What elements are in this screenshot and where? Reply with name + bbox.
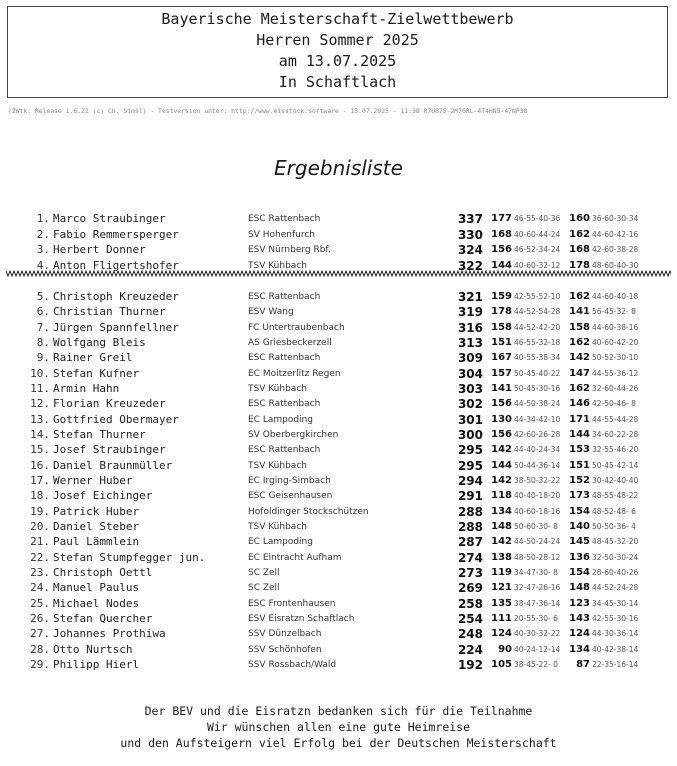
result-row <box>0 321 677 335</box>
round2-detail: 36-60-30-34 <box>592 214 639 223</box>
round1-score: 134 <box>491 505 512 517</box>
player-name: Daniel Steber <box>53 519 140 533</box>
header-line-location: In Schaftlach <box>278 73 397 91</box>
round1-detail: 34-47-30- 8 <box>514 567 558 577</box>
rank: 18. <box>30 489 50 503</box>
player-name: Otto Nurtsch <box>53 642 133 656</box>
total-score: 316 <box>457 320 483 335</box>
rank: 3. <box>36 243 50 257</box>
round2-detail: 44-60-38-16 <box>592 322 639 332</box>
player-name: Fabio Remmersperger <box>53 227 179 241</box>
player-name: Stefan Kufner <box>53 366 140 380</box>
total-score: 224 <box>457 642 483 657</box>
player-name: Jürgen Spannfellner <box>53 320 179 334</box>
club-name: SV Oberbergkirchen <box>248 429 339 440</box>
round1-detail: 38-50-32-22 <box>514 475 561 485</box>
round2-score: 134 <box>569 643 590 655</box>
result-row <box>0 413 677 427</box>
round1-detail: 38-47-36-14 <box>514 598 561 608</box>
result-row <box>0 228 677 242</box>
result-row <box>0 428 677 442</box>
total-score: 322 <box>457 259 483 274</box>
player-name: Philipp Hierl <box>53 657 140 671</box>
club-name: ESC Rattenbach <box>248 445 321 456</box>
round2-detail: 44-55-44-28 <box>592 414 639 424</box>
total-score: 302 <box>457 397 483 412</box>
club-name: AS Griesbeckerzell <box>248 337 332 348</box>
club-name: ESC Geisenhausen <box>248 491 333 502</box>
club-name: ESV Eisratzn Schaftlach <box>248 613 355 624</box>
player-name: Marco Straubinger <box>53 212 166 225</box>
round1-detail: 40-60-32-12 <box>514 261 561 271</box>
rank: 11. <box>30 381 50 395</box>
player-name: Herbert Donner <box>53 243 146 257</box>
club-name: EC Lampoding <box>248 537 313 548</box>
round2-detail: 42-60-38-28 <box>592 245 639 255</box>
round1-detail: 40-60-44-24 <box>514 229 561 239</box>
round1-score: 148 <box>491 520 512 532</box>
player-name: Manuel Paulus <box>53 581 140 595</box>
rank: 28. <box>30 642 50 656</box>
round1-score: 130 <box>491 413 512 425</box>
total-score: 274 <box>457 550 483 565</box>
player-name: Daniel Braunmüller <box>53 458 173 472</box>
total-score: 254 <box>457 611 483 626</box>
round1-detail: 38-45-22- 0 <box>514 659 558 669</box>
result-row <box>0 243 677 257</box>
round2-detail: 42-50-46- 8 <box>592 399 636 409</box>
round1-detail: 40-40-18-20 <box>514 491 561 501</box>
round1-detail: 40-55-38-34 <box>514 353 561 363</box>
round1-score: 156 <box>491 398 512 410</box>
round1-score: 157 <box>491 367 512 379</box>
total-score: 258 <box>457 596 483 611</box>
club-name: ESC Rattenbach <box>248 214 321 224</box>
round1-detail: 50-45-30-16 <box>514 383 561 393</box>
rank: 6. <box>36 305 50 319</box>
round2-detail: 32-50-30-24 <box>592 552 639 562</box>
result-row <box>0 658 677 672</box>
rank: 4. <box>36 259 50 273</box>
player-name: Stefan Thurner <box>53 427 146 441</box>
result-row <box>0 489 677 503</box>
round1-detail: 44-52-42-20 <box>514 322 561 332</box>
header-box <box>7 6 668 98</box>
round1-score: 138 <box>491 551 512 563</box>
rank: 13. <box>30 412 50 426</box>
total-score: 269 <box>457 581 483 596</box>
round2-score: 151 <box>569 459 590 471</box>
rank: 14. <box>30 427 50 441</box>
round2-detail: 28-60-40-26 <box>592 567 639 577</box>
round1-score: 177 <box>491 213 512 224</box>
club-name: EC Eintracht Aufham <box>248 552 342 563</box>
result-row <box>0 305 677 319</box>
round2-detail: 32-60-44-26 <box>592 383 639 393</box>
page-title: Ergebnisliste <box>274 156 403 180</box>
rank: 20. <box>30 519 50 533</box>
header-line-date: am 13.07.2025 <box>278 52 397 70</box>
rank: 25. <box>30 596 50 610</box>
rank: 29. <box>30 657 50 671</box>
total-score: 295 <box>457 458 483 473</box>
round1-score: 105 <box>491 658 512 670</box>
round2-detail: 50-52-30-10 <box>592 353 639 363</box>
round2-score: 148 <box>569 582 590 594</box>
round1-detail: 44-40-24-34 <box>514 445 561 455</box>
round1-score: 158 <box>491 321 512 333</box>
club-name: TSV Kühbach <box>248 521 307 532</box>
result-row <box>0 397 677 411</box>
round2-score: 162 <box>569 291 590 302</box>
result-row <box>0 505 677 519</box>
player-name: Johannes Prothiwa <box>53 627 166 641</box>
round2-detail: 48-60-40-30 <box>592 261 639 271</box>
round2-detail: 34-45-30-14 <box>592 598 639 608</box>
rank: 21. <box>30 535 50 549</box>
rank: 19. <box>30 504 50 518</box>
round2-detail: 48-52-48- 6 <box>592 506 636 516</box>
round2-score: 160 <box>569 213 590 224</box>
software-footnote: (ZWtk: Release 1.6.22 (c) Ch. Simsl) - Testversion unter: http://www.eisstock.software - 13.07.2025 - 11:38 R7U875-2M76RL-4T4HN5-47NP38 <box>8 107 528 115</box>
player-name: Stefan Stumpfegger jun. <box>53 550 206 564</box>
round1-score: 121 <box>491 582 512 594</box>
player-name: Christoph Kreuzeder <box>53 290 179 303</box>
round2-score: 142 <box>569 352 590 364</box>
player-name: Rainer Greil <box>53 351 133 365</box>
rank: 9. <box>36 351 50 365</box>
round1-detail: 46-52-34-24 <box>514 245 561 255</box>
round2-detail: 44-60-40-18 <box>592 292 639 301</box>
total-score: 313 <box>457 335 483 350</box>
round1-score: 142 <box>491 474 512 486</box>
round1-score: 90 <box>498 643 512 655</box>
round1-detail: 50-45-40-22 <box>514 368 561 378</box>
round1-detail: 40-30-32-22 <box>514 629 561 639</box>
club-name: SC Zell <box>248 583 280 594</box>
club-name: TSV Kühbach <box>248 460 307 471</box>
round2-detail: 42-55-30-16 <box>592 613 639 623</box>
round2-score: 162 <box>569 382 590 394</box>
round1-score: 144 <box>491 260 512 272</box>
round1-detail: 44-34-42-10 <box>514 414 561 424</box>
club-name: ESV Wang <box>248 307 294 318</box>
result-row <box>0 336 677 350</box>
club-name: TSV Kühbach <box>248 261 307 272</box>
player-name: Florian Kreuzeder <box>53 397 166 411</box>
round2-score: 145 <box>569 536 590 548</box>
result-row <box>0 643 677 657</box>
round2-score: 144 <box>569 428 590 440</box>
round2-score: 136 <box>569 551 590 563</box>
round1-detail: 20-55-30- 6 <box>514 613 558 623</box>
round1-detail: 44-52-54-28 <box>514 307 561 317</box>
total-score: 324 <box>457 243 483 258</box>
total-score: 288 <box>457 519 483 534</box>
club-name: EC Lampoding <box>248 414 313 425</box>
round2-detail: 48-55-48-22 <box>592 491 639 501</box>
round2-score: 154 <box>569 505 590 517</box>
club-name: ESC Rattenbach <box>248 292 321 302</box>
club-name: TSV Kühbach <box>248 383 307 394</box>
result-row <box>0 597 677 611</box>
round2-detail: 40-60-42-20 <box>592 337 639 347</box>
player-name: Christoph Oettl <box>53 565 153 579</box>
result-row <box>0 474 677 488</box>
round1-detail: 46-55-32-18 <box>514 337 561 347</box>
rank: 5. <box>36 290 50 303</box>
rank: 26. <box>30 611 50 625</box>
round1-score: 135 <box>491 597 512 609</box>
round1-score: 156 <box>491 428 512 440</box>
club-name: ESC Rattenbach <box>248 399 321 410</box>
round2-score: 153 <box>569 444 590 456</box>
round2-detail: 48-45-32-20 <box>592 537 639 547</box>
total-score: 304 <box>457 366 483 381</box>
round1-score: 118 <box>491 490 512 502</box>
round2-score: 147 <box>569 367 590 379</box>
round1-detail: 32-47-26-16 <box>514 583 561 593</box>
total-score: 295 <box>457 443 483 458</box>
round1-score: 111 <box>491 612 512 624</box>
rank: 1. <box>36 212 50 225</box>
result-row <box>0 459 677 473</box>
header-line-category: Herren Sommer 2025 <box>256 31 419 49</box>
round2-detail: 44-55-36-12 <box>592 368 639 378</box>
closing-message <box>0 703 677 751</box>
player-name: Josef Straubinger <box>53 443 166 457</box>
club-name: SSV Rossbach/Wald <box>248 659 337 670</box>
result-row <box>0 551 677 565</box>
round2-score: 178 <box>569 260 590 272</box>
round2-score: 141 <box>569 306 590 318</box>
round2-detail: 30-42-40-40 <box>592 475 639 485</box>
club-name: ESV Nürnberg Rbf. <box>248 245 331 256</box>
round1-detail: 44-50-38-24 <box>514 399 561 409</box>
round2-detail: 50-45-42-14 <box>592 460 639 470</box>
result-row <box>0 581 677 595</box>
result-row <box>0 535 677 549</box>
zigzag-divider <box>6 270 671 278</box>
total-score: 321 <box>457 290 483 304</box>
round2-score: 162 <box>569 228 590 240</box>
round2-score: 124 <box>569 628 590 640</box>
player-name: Patrick Huber <box>53 504 140 518</box>
round1-detail: 48-50-28-12 <box>514 552 561 562</box>
round1-score: 119 <box>491 566 512 578</box>
player-name: Wolfgang Bleis <box>53 335 146 349</box>
round2-detail: 44-30-36-14 <box>592 629 639 639</box>
rank: 7. <box>36 320 50 334</box>
club-name: EC Moitzerlitz Regen <box>248 368 341 379</box>
result-row <box>0 382 677 396</box>
total-score: 288 <box>457 504 483 519</box>
round1-detail: 50-44-36-14 <box>514 460 561 470</box>
round1-detail: 40-24-12-14 <box>514 644 561 654</box>
result-row <box>0 566 677 580</box>
result-row <box>0 351 677 365</box>
closing-line-promotion: und den Aufsteigern viel Erfolg bei der Deutschen Meisterschaft <box>120 736 557 750</box>
round2-score: 87 <box>576 658 590 670</box>
round2-score: 171 <box>569 413 590 425</box>
rank: 16. <box>30 458 50 472</box>
round1-score: 178 <box>491 306 512 318</box>
rank: 27. <box>30 627 50 641</box>
total-score: 337 <box>457 212 483 226</box>
club-name: EC Irging-Simbach <box>248 475 331 486</box>
round1-score: 168 <box>491 228 512 240</box>
result-row <box>0 520 677 534</box>
total-score: 287 <box>457 535 483 550</box>
round1-detail: 40-60-18-16 <box>514 506 561 516</box>
total-score: 294 <box>457 473 483 488</box>
rank: 23. <box>30 565 50 579</box>
round1-score: 159 <box>491 291 512 302</box>
round2-detail: 56-45-32- 8 <box>592 307 636 317</box>
round2-score: 158 <box>569 321 590 333</box>
player-name: Josef Eichinger <box>53 489 153 503</box>
club-name: SSV Dünzelbach <box>248 629 322 640</box>
result-row <box>0 627 677 641</box>
player-name: Christian Thurner <box>53 305 166 319</box>
result-row <box>0 290 677 304</box>
player-name: Paul Lämmlein <box>53 535 140 549</box>
round1-score: 167 <box>491 352 512 364</box>
rank: 22. <box>30 550 50 564</box>
player-name: Gottfried Obermayer <box>53 412 179 426</box>
player-name: Stefan Quercher <box>53 611 153 625</box>
round1-score: 141 <box>491 382 512 394</box>
total-score: 301 <box>457 412 483 427</box>
rank: 10. <box>30 366 50 380</box>
rank: 12. <box>30 397 50 411</box>
round1-detail: 42-55-52-10 <box>514 292 561 301</box>
player-name: Anton Fligertshofer <box>53 259 179 273</box>
rank: 8. <box>36 335 50 349</box>
total-score: 303 <box>457 381 483 396</box>
closing-line-thanks: Der BEV und die Eisratzn bedanken sich für die Teilnahme <box>144 704 533 718</box>
result-row <box>0 367 677 381</box>
player-name: Werner Huber <box>53 473 133 487</box>
result-row <box>0 212 677 226</box>
club-name: FC Untertraubenbach <box>248 322 345 333</box>
round2-score: 173 <box>569 490 590 502</box>
total-score: 330 <box>457 227 483 242</box>
total-score: 192 <box>457 657 483 672</box>
total-score: 300 <box>457 427 483 442</box>
round2-score: 162 <box>569 336 590 348</box>
rank: 24. <box>30 581 50 595</box>
total-score: 248 <box>457 627 483 642</box>
result-row <box>0 443 677 457</box>
result-row <box>0 612 677 626</box>
club-name: SC Zell <box>248 567 280 578</box>
club-name: SSV Schönhofen <box>248 644 322 655</box>
round1-detail: 50-60-30- 8 <box>514 521 558 531</box>
round2-score: 154 <box>569 566 590 578</box>
header-line-competition: Bayerische Meisterschaft-Zielwettbewerb <box>161 10 514 28</box>
round2-detail: 34-60-22-28 <box>592 429 639 439</box>
round1-detail: 44-50-24-24 <box>514 537 561 547</box>
round2-score: 123 <box>569 597 590 609</box>
round2-score: 152 <box>569 474 590 486</box>
round2-detail: 32-55-46-20 <box>592 445 639 455</box>
player-name: Armin Hahn <box>53 381 120 395</box>
total-score: 319 <box>457 305 483 320</box>
round2-score: 146 <box>569 398 590 410</box>
round1-score: 156 <box>491 244 512 256</box>
round2-score: 168 <box>569 244 590 256</box>
round2-detail: 44-60-42-16 <box>592 229 639 239</box>
round2-score: 143 <box>569 612 590 624</box>
round1-detail: 46-55-40-36 <box>514 214 561 223</box>
round1-score: 151 <box>491 336 512 348</box>
total-score: 309 <box>457 351 483 366</box>
total-score: 291 <box>457 489 483 504</box>
round1-score: 144 <box>491 459 512 471</box>
total-score: 273 <box>457 565 483 580</box>
round2-detail: 44-52-24-28 <box>592 583 639 593</box>
club-name: Hofoldinger Stockschützen <box>248 506 369 517</box>
club-name: ESC Rattenbach <box>248 353 321 364</box>
round1-detail: 42-60-26-28 <box>514 429 561 439</box>
round2-detail: 40-42-38-14 <box>592 644 639 654</box>
rank: 17. <box>30 473 50 487</box>
rank: 15. <box>30 443 50 457</box>
player-name: Michael Nodes <box>53 596 140 610</box>
round2-detail: 50-50-36- 4 <box>592 521 636 531</box>
round1-score: 142 <box>491 536 512 548</box>
round1-score: 124 <box>491 628 512 640</box>
rank: 2. <box>36 227 50 241</box>
club-name: ESC Frontenhausen <box>248 598 336 609</box>
closing-line-journey: Wir wünschen allen eine gute Heimreise <box>206 720 471 734</box>
round1-score: 142 <box>491 444 512 456</box>
club-name: SV Hohenfurch <box>248 229 315 240</box>
round2-detail: 22-35-16-14 <box>592 659 639 669</box>
round2-score: 140 <box>569 520 590 532</box>
